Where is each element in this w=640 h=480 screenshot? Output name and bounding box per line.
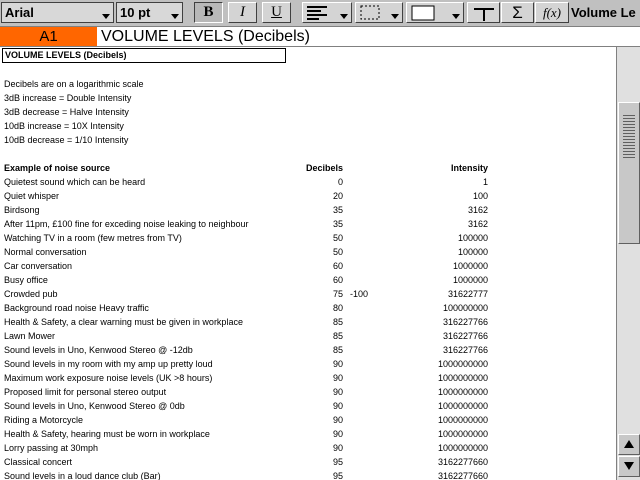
decibels-cell[interactable]: 90 [332,429,343,439]
spreadsheet-grid[interactable] [0,47,616,480]
source-cell[interactable]: Crowded pub [4,289,58,299]
source-cell[interactable]: Lorry passing at 30mph [4,443,99,453]
decibels-cell[interactable]: 60 [332,261,343,271]
source-cell[interactable]: Sound levels in my room with my amp up pretty loud [4,359,213,369]
chevron-down-icon [391,14,399,19]
table-row [0,343,616,357]
intensity-cell[interactable]: 1000000000 [437,401,488,411]
source-cell[interactable]: Quiet whisper [4,191,60,201]
source-cell[interactable]: After 11pm, £100 fine for exceding noise leaking to neighbour [4,219,249,229]
align-select[interactable] [302,2,352,23]
formula-bar [0,27,640,47]
source-cell[interactable]: Sound levels in Uno, Kenwood Stereo @ 0db [4,401,185,411]
vertical-scrollbar[interactable] [616,47,640,480]
chevron-down-icon [452,14,460,19]
decibels-cell[interactable]: 90 [332,415,343,425]
chevron-down-icon [102,14,110,19]
table-row [0,427,616,441]
underline-button[interactable]: U [262,2,291,23]
decibels-cell[interactable]: 35 [332,219,343,229]
table-row [0,329,616,343]
intensity-cell[interactable]: 316227766 [442,331,488,341]
table-row [0,175,616,189]
decibels-cell[interactable]: 80 [332,303,343,313]
decibels-cell[interactable]: 95 [332,457,343,467]
intensity-cell[interactable]: 1000000000 [437,373,488,383]
intensity-cell[interactable]: 3162 [467,219,488,229]
italic-button[interactable]: I [228,2,257,23]
cell-reference[interactable]: A1 [0,27,97,46]
decibels-cell[interactable]: 20 [332,191,343,201]
table-row [0,217,616,231]
source-cell[interactable]: Riding a Motorcycle [4,415,84,425]
intensity-cell[interactable]: 31622777 [447,289,488,299]
source-cell[interactable]: Watching TV in a room (few metres from TV) [4,233,182,243]
table-row [0,469,616,480]
intensity-cell[interactable]: 1000000000 [437,359,488,369]
source-cell[interactable]: Sound levels in a loud dance club (Bar) [4,471,161,480]
source-cell[interactable]: Busy office [4,275,48,285]
intensity-cell[interactable]: 100000000 [442,303,488,313]
font-size-select[interactable] [116,2,183,23]
fill-color-select[interactable] [406,2,464,23]
table-row [0,385,616,399]
source-cell[interactable]: Maximum work exposure noise levels (UK >8 hours) [4,373,213,383]
decibels-cell[interactable]: 75 [332,289,343,299]
selected-cell-a1[interactable]: VOLUME LEVELS (Decibels) [2,48,286,63]
table-row [0,203,616,217]
arrow-up-icon [624,440,634,448]
decibels-cell[interactable]: 0 [337,177,343,187]
font-size-value: 10 pt [120,5,151,20]
header-row [0,161,616,175]
chevron-down-icon [171,14,179,19]
function-button[interactable]: f(x) [535,2,569,23]
note-line[interactable]: 10dB increase = 10X Intensity [4,121,124,131]
freeze-panes-button[interactable] [467,2,500,23]
source-cell[interactable]: Lawn Mower [4,331,56,341]
note-line[interactable]: 3dB decrease = Halve Intensity [4,107,129,117]
intensity-cell[interactable]: 1000000000 [437,443,488,453]
decibels-cell[interactable]: 90 [332,373,343,383]
decibels-cell[interactable]: 85 [332,331,343,341]
intensity-cell[interactable]: 1000000000 [437,429,488,439]
note-line[interactable]: 3dB increase = Double Intensity [4,93,132,103]
source-cell[interactable]: Sound levels in Uno, Kenwood Stereo @ -12db [4,345,193,355]
source-cell[interactable]: Health & Safety, hearing must be worn in workplace [4,429,210,439]
source-cell[interactable]: Quietest sound which can be heard [4,177,146,187]
fill-color-icon [411,5,437,21]
table-row [0,245,616,259]
decibels-cell[interactable]: 60 [332,275,343,285]
table-row [0,455,616,469]
source-cell[interactable]: Classical concert [4,457,73,467]
intensity-cell[interactable]: 1000000000 [437,415,488,425]
decibels-cell[interactable]: 90 [332,401,343,411]
decibels-cell[interactable]: 90 [332,387,343,397]
freeze-panes-icon [472,5,496,21]
source-cell[interactable]: Background road noise Heavy traffic [4,303,149,313]
scroll-down-button[interactable] [618,456,640,477]
decibels-cell[interactable]: 90 [332,359,343,369]
intensity-cell[interactable]: 3162277660 [437,457,488,467]
table-row [0,189,616,203]
source-cell[interactable]: Normal conversation [4,247,87,257]
header-source[interactable]: Example of noise source [4,163,111,173]
font-name-select[interactable] [1,2,114,23]
font-name-value: Arial [5,5,34,20]
formula-input[interactable]: VOLUME LEVELS (Decibels) [101,28,310,45]
sheet-name-tab[interactable]: Volume Le [571,5,636,20]
table-row [0,371,616,385]
decibels-cell[interactable]: 90 [332,443,343,453]
decibels-cell[interactable]: 50 [332,233,343,243]
intensity-cell[interactable]: 316227766 [442,317,488,327]
decibels-cell[interactable]: 85 [332,345,343,355]
scroll-up-button[interactable] [618,434,640,455]
table-row [0,287,616,301]
chevron-down-icon [340,14,348,19]
table-row [0,273,616,287]
source-cell[interactable]: Birdsong [4,205,40,215]
intensity-cell[interactable]: 100000 [457,233,488,243]
intensity-cell[interactable]: 100000 [457,247,488,257]
table-row [0,259,616,273]
table-row [0,301,616,315]
scroll-thumb[interactable] [618,102,640,244]
decibels-cell[interactable]: 95 [332,471,343,480]
intensity-cell[interactable]: 316227766 [442,345,488,355]
intensity-cell[interactable]: 3162277660 [437,471,488,480]
decibels-cell[interactable]: 35 [332,205,343,215]
intensity-cell[interactable]: 1000000000 [437,387,488,397]
header-decibels[interactable]: Decibels [305,163,343,173]
align-left-icon [307,5,331,21]
borders-select[interactable] [355,2,403,23]
table-row [0,357,616,371]
header-intensity[interactable]: Intensity [450,163,488,173]
table-row [0,399,616,413]
intensity-cell[interactable]: 1 [482,177,488,187]
source-cell[interactable]: Car conversation [4,261,73,271]
table-row [0,413,616,427]
table-row [0,315,616,329]
intensity-cell[interactable]: 1000000 [452,275,488,285]
decibels-cell[interactable]: 50 [332,247,343,257]
decibels-range-cell[interactable]: -100 [350,289,369,299]
intensity-cell[interactable]: 3162 [467,205,488,215]
borders-icon [360,5,382,21]
bold-button[interactable]: B [194,2,223,23]
table-row [0,441,616,455]
source-cell[interactable]: Proposed limit for personal stereo output [4,387,167,397]
sum-button[interactable]: Σ [501,2,534,23]
note-line[interactable]: Decibels are on a logarithmic scale [4,79,144,89]
intensity-cell[interactable]: 100 [472,191,488,201]
intensity-cell[interactable]: 1000000 [452,261,488,271]
arrow-down-icon [624,462,634,470]
table-row [0,231,616,245]
note-line[interactable]: 10dB decrease = 1/10 Intensity [4,135,129,145]
source-cell[interactable]: Health & Safety, a clear warning must be given in workplace [4,317,243,327]
decibels-cell[interactable]: 85 [332,317,343,327]
toolbar [0,0,640,27]
